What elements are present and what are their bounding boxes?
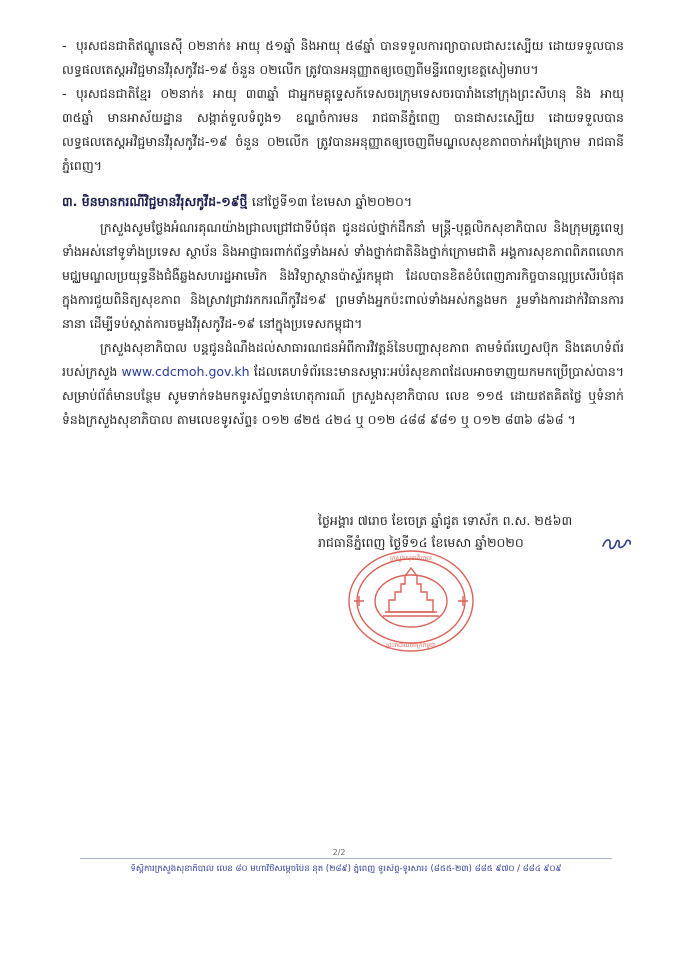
section-date: នៅថ្ងៃទី១៣ ខែមេសា ឆ្នាំ២០២០។ [251,194,413,209]
ministry-seal [345,546,477,656]
seal-text-bottom: ព្រះរាជាណាចក្រកម្ពុជា [386,642,436,649]
bullet-text: បុរសជនជាតិខ្មែរ ០២នាក់៖ អាយុ ៣៣ឆ្នាំ ជាអ្នកមគ្គុទ្ទេសក៍ទេសចរក្រុមទេសចរបារាំងនៅក្រុងព្រះសីហនុ និង អាយុ ៣៥ឆ្នាំ មានអាស័យដ្ឋាន សង្កាត់ទួលទំពូង១ ខណ្ឌចំការមន រាជធានីភ្នំពេញ បានជាសះស្បើយ ដោយទទួលបានលទ្ធផលតេស្តអវិជ្ជមានវីរុសកូវីដ-១៩ ចំនួន ០២លើក ត្រូវបានអនុញ្ញាតឲ្យចេញពីមណ្ឌលសុខភាពចាក់អង្រែក្រោម រាជធានីភ្នំពេញ។ [62,86,624,173]
bullet-item [62,34,624,82]
bullet-text: បុរសជនជាតិឥណ្ឌូនេស៊ី ០២នាក់៖ អាយុ ៥១ឆ្នាំ និងអាយុ ៥៨ឆ្នាំ បានទទួលការព្យាបាលជាសះស្បើយ ដោយទទួលបានលទ្ធផលតេស្តអវិជ្ជមានវីរុសកូវីដ-១៩ ចំនួន ០២លើក ត្រូវបានអនុញ្ញាតឲ្យចេញពីមន្ទីរពេទ្យខេត្តសៀមរាប។ [62,38,624,77]
contact-text-before: ក្រសួងសុខាភិបាល បន្តជូនដំណឹងដល់សាធារណជនអំពីការវិវត្តន៍នៃបញ្ហាសុខភាព តាមទំព័រហ្វេសប៊ុក និងគេហទំព័ររបស់ក្រសួង [62,340,624,379]
paragraph-thanks: ក្រសួងសូមថ្លែងអំណរគុណយ៉ាងជ្រាលជ្រៅជាទីបំផុត ជូនដល់ថ្នាក់ដឹកនាំ មន្ត្រី-បុគ្គលិកសុខាភិបាល និងក្រុមគ្រូពេទ្យទាំងអស់នៅទូទាំងប្រទេស ស្ថាប័ន និងអាជ្ញាធរពាក់ព័ន្ធទាំងអស់ ទាំងថ្នាក់ជាតិនិងថ្នាក់ក្រោមជាតិ អង្គការសុខភាពពិភពលោក មជ្ឈមណ្ឌលប្រយុទ្ធនឹងជំងឺឆ្លងសហរដ្ឋអាមេរិក និងវិទ្យាស្ថានប៉ាស្ទ័រកម្ពុជា ដែលបានខិតខំបំពេញភារកិច្ចបានល្អប្រសើរបំផុត ក្នុងការជួយពិនិត្យសុខភាព និងស្រាវជ្រាវរកករណីកូវីដ១៩ ព្រមទាំងអ្នកប៉ះពាល់ទាំងអស់កន្លងមក រួមទាំងការដាក់វិធានការនានា ដើម្បីទប់ស្កាត់ការចម្លងវីរុសកូវីដ-១៩ នៅក្នុងប្រទេសកម្ពុជា។ [62,220,624,331]
bullet-dash: - [62,86,67,101]
footer-address: ទីស្តីការក្រសួងសុខាភិបាល លេខ ៨០ មហាវិថីសម្តេចប៉ែន នុត (២៨៩) ភ្នំពេញ ទូរស័ព្ទ-ទូរសារ៖ (៨៥៥-២៣) ៨៨៥ ៩៧០ / ៨៨៤ ៩០៩ [130,864,562,874]
paragraph-contact [62,336,624,432]
signature-mark [600,534,634,552]
section-heading [62,190,624,214]
bullet-dash: - [62,38,67,53]
section-title: ៣. មិនមានករណីវិជ្ជមានវីរុសកូវីដ-១៩ថ្មី [62,194,248,209]
bullet-item [62,82,624,178]
contact-text-after: ដែលគេហទំព័រនេះមានសម្ភារៈអប់រំសុខភាពដែលអាចទាញយកមកប្រើប្រាស់បាន។ សម្រាប់ព័ត៌មានបន្ថែម សូមទាក់ទងមកទូរស័ព្ទទាន់ហេតុការណ៍ ក្រសួងសុខាភិបាល លេខ ១១៥ ដោយឥតគិតថ្លៃ ឬទំនាក់ទំនងក្រសួងសុខាភិបាល តាមលេខទូរស័ព្ទ៖ ០១២ ៨២៥ ៤២៤ ឬ ០១២ ៤៨៨ ៩៨១ ឬ ០១២ ៨៣៦ ៨៦៨ ។ [62,364,624,427]
seal-text-top: ក្រសួងសុខាភិបាល [390,555,432,562]
lunar-date: ថ្ងៃអង្គារ ៧រោច ខែចេត្រ ឆ្នាំជូត ទោស័ក ព.ស. ២៥៦៣ [318,513,573,528]
place-date: រាជធានីភ្នំពេញ ថ្ងៃទី១៤ ខែមេសា ឆ្នាំ២០២០ [318,535,524,550]
body-text [62,34,624,432]
website-link[interactable]: www.cdcmoh.gov.kh [121,364,250,379]
footer-divider [80,858,612,859]
page-number: 2/2 [332,848,346,857]
